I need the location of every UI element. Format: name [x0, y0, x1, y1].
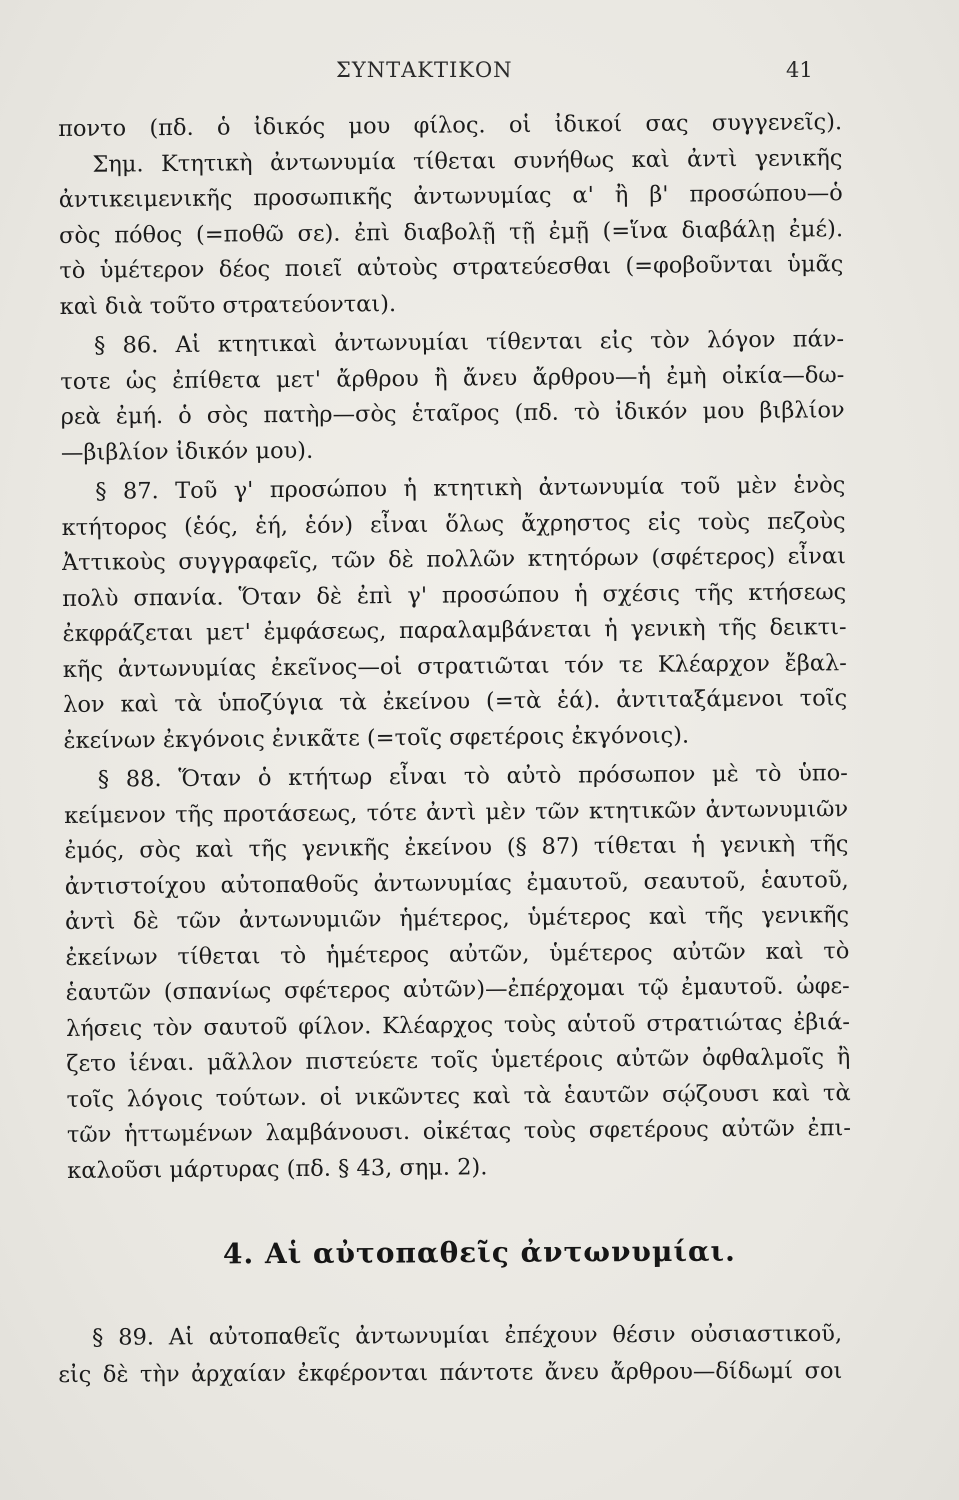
text-line: ἀντιστοίχου αὐτοπαθοῦς ἀντωνυμίας ἐμαυτοῦ, σεαυτοῦ, ἑαυτοῦ,: [64, 866, 849, 900]
text-line: τοτε ὡς ἐπίθετα μετ' ἄρθρου ἢ ἄνευ ἄρθρου—ἡ ἐμὴ οἰκία—δω-: [60, 361, 845, 395]
text-line: ἀντικειμενικῆς προσωπικῆς ἀντωνυμίας α' ἢ β' προσώπου—ὁ: [58, 180, 843, 213]
text-line: ἑαυτῶν (σπανίως σφέτερος αὐτῶν)—ἐπέρχομαι τῷ ἐμαυτοῦ. ὠφε-: [65, 973, 850, 1006]
page-number: 41: [786, 58, 813, 82]
text-line: ρεὰ ἐμή. ὁ σὸς πατὴρ—σὸς ἑταῖρος (πδ. τὸ ἰδικόν μου βιβλίον: [60, 397, 845, 430]
text-line: κείμενον τῆς προτάσεως, τότε ἀντὶ μὲν τῶν κτητικῶν ἀντωνυμιῶν: [64, 795, 849, 829]
text-line: § 88. Ὅταν ὁ κτήτωρ εἶναι τὸ αὐτὸ πρόσωπον μὲ τὸ ὑπο-: [97, 760, 848, 793]
text-line: ἐκείνων ἐκγόνοις ἐνικᾶτε (=τοῖς σφετέροις ἐκγόνοις).: [63, 722, 690, 754]
text-line: κτήτορος (ἑός, ἑή, ἑόν) εἶναι ὅλως ἄχρηστος εἰς τοὺς πεζοὺς: [61, 507, 846, 541]
body-text: [58, 105, 851, 1189]
text-line: καλοῦσι μάρτυρας (πδ. § 43, σημ. 2).: [67, 1153, 488, 1184]
text-line: καὶ διὰ τοῦτο στρατεύονται).: [59, 290, 397, 320]
text-line: § 86. Αἱ κτητικαὶ ἀντωνυμίαι τίθενται εἰς τὸν λόγον πάν-: [93, 326, 845, 359]
text-line: τῶν ἡττωμένων λαμβάνουσι. οἰκέτας τοὺς σφετέρους αὐτῶν ἐπι-: [66, 1115, 852, 1148]
text-line: ἐμός, σὸς καὶ τῆς γενικῆς ἐκείνου (§ 87) τίθεται ἡ γενικὴ τῆς: [64, 831, 849, 864]
text-line: § 89. Αἱ αὐτοπαθεῖς ἀντωνυμίαι ἐπέχουν θέσιν οὐσιαστικοῦ,: [92, 1320, 843, 1351]
section-heading: 4. Αἱ αὐτοπαθεῖς ἀντωνυμίαι.: [223, 1234, 736, 1271]
text-line: ζετο ἰέναι. μᾶλλον πιστεύετε τοῖς ὑμετέροις αὐτῶν ὀφθαλμοῖς ἢ: [66, 1044, 851, 1077]
text-line: κῆς ἀντωνυμίας ἐκεῖνος—οἱ στρατιῶται τόν τε Κλέαρχον ἔβαλ-: [62, 649, 847, 683]
text-line: ἐκφράζεται μετ' ἐμφάσεως, παραλαμβάνεται ἡ γενικὴ τῆς δεικτι-: [62, 614, 847, 647]
section-heading-block: [0, 1236, 959, 1269]
text-line: πολὺ σπανία. Ὅταν δὲ ἐπὶ γ' προσώπου ἡ σχέσις τῆς κτήσεως: [62, 578, 847, 612]
text-line: § 87. Τοῦ γ' προσώπου ἡ κτητικὴ ἀντωνυμία τοῦ μὲν ἑνὸς: [95, 472, 846, 505]
text-line: Σημ. Κτητικὴ ἀντωνυμία τίθεται συνήθως καὶ ἀντὶ γενικῆς: [92, 144, 843, 178]
running-title: ΣΥΝΤΑΚΤΙΚΟΝ: [336, 58, 513, 82]
text-line: λον καὶ τὰ ὑποζύγια τὰ ἐκείνου (=τὰ ἑά). ἀντιταξάμενοι τοῖς: [63, 685, 848, 718]
text-line: τοῖς λόγοις τούτων. οἱ νικῶντες καὶ τὰ ἑαυτῶν σῴζουσι καὶ τὰ: [66, 1079, 851, 1113]
text-line: Ἀττικοὺς συγγραφεῖς, τῶν δὲ πολλῶν κτητόρων (σφέτερος) εἶναι: [61, 543, 847, 576]
text-line: τὸ ὑμέτερον δέος ποιεῖ αὐτοὺς στρατεύεσθαι (=φοβοῦνται ὑμᾶς: [59, 251, 844, 284]
text-line: ἐκείνων τίθεται τὸ ἡμέτερος αὐτῶν, ὑμέτερος αὐτῶν καὶ τὸ: [65, 937, 850, 971]
text-line: —βιβλίον ἰδικόν μου).: [60, 437, 314, 466]
text-line: ποντο (πδ. ὁ ἰδικός μου φίλος. οἱ ἰδικοί σας συγγενεῖς).: [58, 109, 843, 142]
text-line: ἀντὶ δὲ τῶν ἀντωνυμιῶν ἡμέτερος, ὑμέτερος καὶ τῆς γενικῆς: [64, 902, 850, 935]
text-line: λήσεις τὸν σαυτοῦ φίλον. Κλέαρχος τοὺς αὑτοῦ στρατιώτας ἐβιά-: [65, 1008, 851, 1042]
text-line: σὸς πόθος (=ποθῶ σε). ἐπὶ διαβολῇ τῇ ἐμῇ (=ἵνα διαβάλῃ ἐμέ).: [58, 215, 844, 249]
section-body-text: [58, 1316, 842, 1394]
running-header: [0, 58, 959, 88]
text-line: εἰς δὲ τὴν ἀρχαίαν ἐκφέρονται πάντοτε ἄνευ ἄρθρου—δίδωμί σοι: [58, 1357, 843, 1388]
